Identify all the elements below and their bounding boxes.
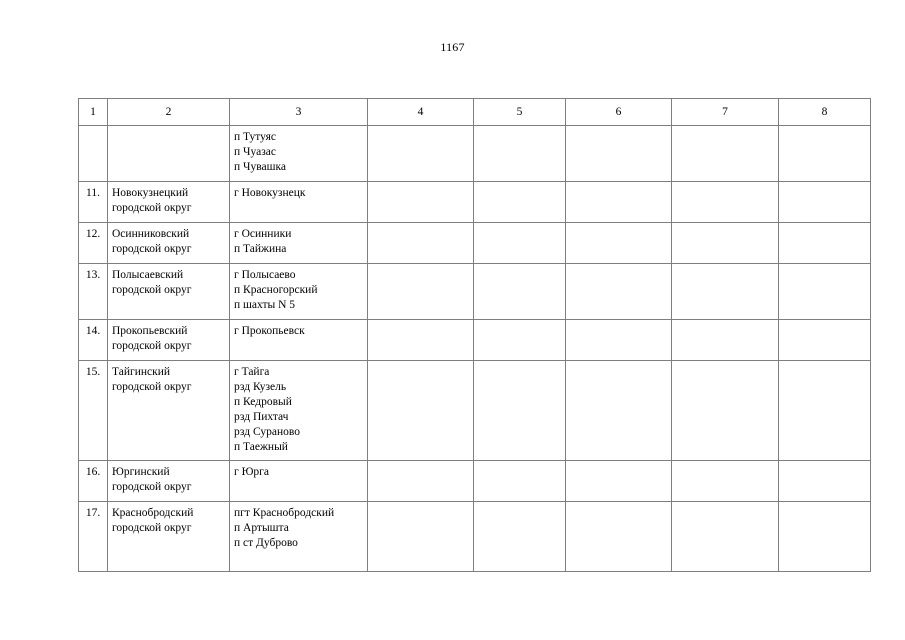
column-header: 5	[474, 99, 566, 126]
district-name-cell	[108, 461, 230, 502]
settlements-cell	[230, 264, 368, 320]
empty-cell	[672, 126, 779, 182]
district-name-cell	[108, 320, 230, 361]
empty-cell	[474, 461, 566, 502]
district-name-cell	[108, 126, 230, 182]
column-header: 8	[779, 99, 871, 126]
empty-cell	[672, 264, 779, 320]
district-name-line: городской округ	[112, 481, 192, 493]
settlement-line: п шахты N 5	[234, 299, 296, 311]
empty-cell	[779, 182, 871, 223]
district-name-line: Тайгинский	[112, 366, 171, 378]
empty-cell	[566, 126, 672, 182]
empty-cell	[779, 461, 871, 502]
empty-cell	[566, 264, 672, 320]
empty-cell	[779, 223, 871, 264]
empty-cell	[566, 223, 672, 264]
empty-cell	[474, 223, 566, 264]
empty-cell	[672, 320, 779, 361]
table-row	[79, 182, 871, 223]
empty-cell	[779, 361, 871, 461]
settlement-line: г Осинники	[234, 228, 292, 240]
settlement-line: п Тайжина	[234, 243, 287, 255]
empty-cell	[566, 461, 672, 502]
settlement-line: п Артышта	[234, 522, 289, 534]
settlement-line: рзд Пихтач	[234, 411, 289, 423]
row-number-cell: 15.	[79, 361, 108, 461]
row-number-cell: 13.	[79, 264, 108, 320]
settlement-line: г Полысаево	[234, 269, 296, 281]
settlements-cell	[230, 223, 368, 264]
table-body	[79, 99, 871, 572]
settlement-line: п Красногорский	[234, 284, 318, 296]
column-header: 6	[566, 99, 672, 126]
empty-cell	[566, 361, 672, 461]
settlements-cell	[230, 361, 368, 461]
settlement-line: п Чуазас	[234, 146, 276, 158]
district-name-line: Прокопьевский	[112, 325, 188, 337]
empty-cell	[368, 320, 474, 361]
empty-cell	[368, 223, 474, 264]
settlement-line: г Прокопьевск	[234, 325, 305, 337]
empty-cell	[474, 502, 566, 572]
settlements-cell	[230, 502, 368, 572]
table-row	[79, 223, 871, 264]
settlements-cell	[230, 461, 368, 502]
district-name-cell	[108, 223, 230, 264]
settlement-line: г Тайга	[234, 366, 270, 378]
row-number-cell	[79, 126, 108, 182]
empty-cell	[566, 502, 672, 572]
row-number-cell: 12.	[79, 223, 108, 264]
district-name-line: Полысаевский	[112, 269, 184, 281]
empty-cell	[779, 126, 871, 182]
empty-cell	[368, 461, 474, 502]
row-number-cell: 11.	[79, 182, 108, 223]
empty-cell	[672, 502, 779, 572]
empty-cell	[672, 223, 779, 264]
district-name-cell	[108, 182, 230, 223]
row-number-cell: 16.	[79, 461, 108, 502]
empty-cell	[474, 264, 566, 320]
empty-cell	[368, 502, 474, 572]
table-header-row	[79, 99, 871, 126]
district-name-line: Краснобродский	[112, 507, 194, 519]
district-name-cell	[108, 361, 230, 461]
settlement-line: п Тутуяс	[234, 131, 276, 143]
empty-cell	[474, 126, 566, 182]
table-row	[79, 461, 871, 502]
empty-cell	[779, 320, 871, 361]
empty-cell	[672, 361, 779, 461]
district-name-line: городской округ	[112, 243, 192, 255]
column-header: 1	[79, 99, 108, 126]
district-name-line: городской округ	[112, 381, 192, 393]
settlements-cell	[230, 320, 368, 361]
table-row	[79, 264, 871, 320]
empty-cell	[474, 361, 566, 461]
page-number: 1167	[440, 40, 465, 54]
empty-cell	[566, 182, 672, 223]
empty-cell	[672, 182, 779, 223]
district-name-line: городской округ	[112, 340, 192, 352]
empty-cell	[566, 320, 672, 361]
settlement-line: г Новокузнецк	[234, 187, 306, 199]
settlement-line: п Чувашка	[234, 161, 287, 173]
district-name-line: Новокузнецкий	[112, 187, 189, 199]
empty-cell	[368, 182, 474, 223]
row-number-cell: 17.	[79, 502, 108, 572]
settlements-cell	[230, 182, 368, 223]
column-header: 3	[230, 99, 368, 126]
settlement-line: рзд Кузель	[234, 381, 287, 393]
empty-cell	[368, 264, 474, 320]
empty-cell	[368, 361, 474, 461]
column-header: 7	[672, 99, 779, 126]
empty-cell	[474, 320, 566, 361]
column-header: 2	[108, 99, 230, 126]
empty-cell	[474, 182, 566, 223]
row-number-cell: 14.	[79, 320, 108, 361]
district-name-line: городской округ	[112, 284, 192, 296]
district-name-cell	[108, 502, 230, 572]
district-name-line: Осинниковский	[112, 228, 190, 240]
settlement-line: п Кедровый	[234, 396, 292, 408]
settlement-line: рзд Сураново	[234, 426, 300, 438]
settlement-line: п Таежный	[234, 441, 288, 453]
settlement-line: г Юрга	[234, 466, 269, 478]
table-row	[79, 320, 871, 361]
district-name-line: Юргинский	[112, 466, 170, 478]
empty-cell	[672, 461, 779, 502]
settlement-line: п ст Дуброво	[234, 537, 298, 549]
district-name-line: городской округ	[112, 522, 192, 534]
table-row	[79, 361, 871, 461]
empty-cell	[779, 264, 871, 320]
table-row	[79, 502, 871, 572]
empty-cell	[779, 502, 871, 572]
table-row	[79, 126, 871, 182]
settlement-line: пгт Краснобродский	[234, 507, 335, 519]
district-name-cell	[108, 264, 230, 320]
settlements-table	[78, 98, 871, 572]
settlements-cell	[230, 126, 368, 182]
column-header: 4	[368, 99, 474, 126]
empty-cell	[368, 126, 474, 182]
district-name-line: городской округ	[112, 202, 192, 214]
